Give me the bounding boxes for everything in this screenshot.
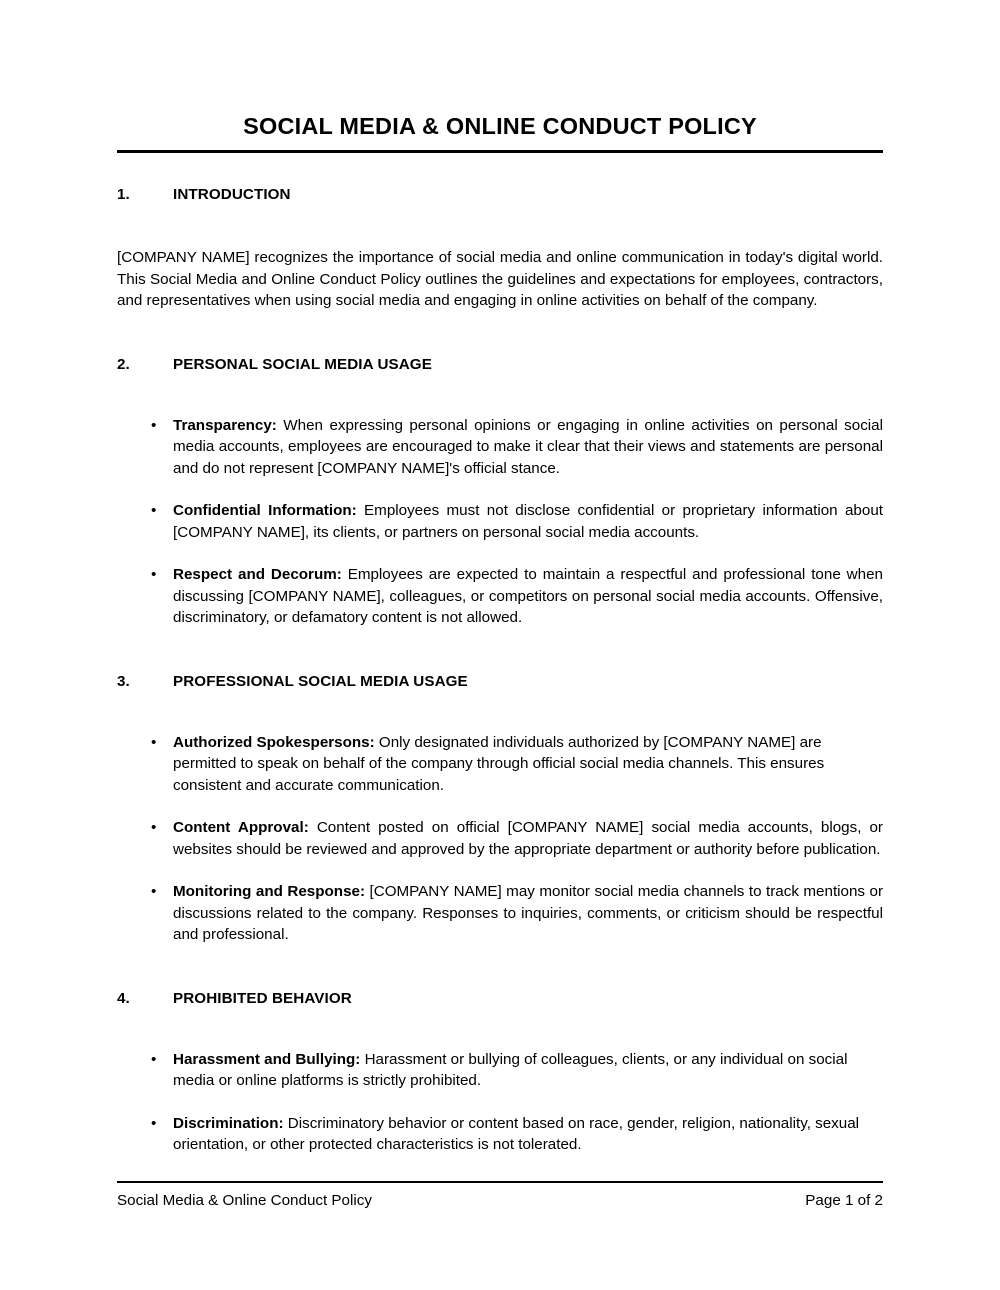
page-footer <box>117 1190 883 1211</box>
list-item-text: Harassment or bullying of colleagues, clients, or any individual on social media or online platforms is strictly prohibited. <box>173 1050 848 1089</box>
list-item-lead: Monitoring and Response: <box>173 883 366 900</box>
list-item-text: Content posted on official [COMPANY NAME] social media accounts, blogs, or websites should be reviewed and approved by the appropriate department or authority before publication. <box>173 819 883 858</box>
title-divider <box>117 150 883 153</box>
section-number: 4. <box>117 989 130 1007</box>
list-item <box>117 732 883 797</box>
section-heading-3 <box>117 673 883 690</box>
list-item-text: Employees must not disclose confidential or proprietary information about [COMPANY NAME], its clients, or partners on personal social media accounts. <box>173 502 883 541</box>
page-title: SOCIAL MEDIA & ONLINE CONDUCT POLICY <box>243 113 757 139</box>
footer-page-number: Page 1 of 2 <box>805 1192 883 1209</box>
list-item-lead: Content Approval: <box>173 819 309 836</box>
bullet-icon: • <box>151 883 157 900</box>
section-4-bullet-list <box>117 1049 883 1156</box>
section-2-bullet-list <box>117 415 883 629</box>
bullet-icon: • <box>151 1114 157 1132</box>
list-item-lead: Transparency: <box>173 416 277 434</box>
list-item <box>117 817 883 860</box>
list-item <box>117 500 883 543</box>
bullet-icon: • <box>151 416 157 434</box>
section-heading-1 <box>117 186 883 203</box>
list-item <box>117 564 883 629</box>
bullet-icon: • <box>151 502 157 519</box>
list-item-lead: Respect and Decorum: <box>173 566 342 583</box>
section-number: 2. <box>117 355 130 373</box>
footer-divider <box>117 1181 883 1183</box>
bullet-icon: • <box>151 733 157 751</box>
list-item <box>117 1113 883 1156</box>
list-item-lead: Confidential Information: <box>173 502 357 519</box>
section-label: PROFESSIONAL SOCIAL MEDIA USAGE <box>173 672 468 690</box>
list-item-lead: Authorized Spokespersons: <box>173 733 375 751</box>
bullet-icon: • <box>151 566 157 583</box>
document-body <box>117 186 883 1156</box>
list-item-text: Discriminatory behavior or content based on race, gender, religion, nationality, sexual orientation, or other protected characteristics is not tolerated. <box>173 1114 860 1153</box>
section-label: PERSONAL SOCIAL MEDIA USAGE <box>173 355 432 373</box>
list-item-text: [COMPANY NAME] may monitor social media channels to track mentions or discussions related to the company. Responses to inquiries, comments, or criticism should be respectful and professional. <box>173 883 883 943</box>
list-item-text: Only designated individuals authorized by [COMPANY NAME] are permitted to speak on behalf of the company through official social media channels. This ensures consistent and accurate communication. <box>173 733 825 794</box>
section-number: 1. <box>117 186 130 203</box>
section-label: PROHIBITED BEHAVIOR <box>173 989 352 1007</box>
list-item <box>117 881 883 946</box>
section-heading-4 <box>117 990 883 1007</box>
list-item <box>117 415 883 480</box>
bullet-icon: • <box>151 1050 157 1068</box>
list-item-text: When expressing personal opinions or engaging in online activities on personal social media accounts, employees are encouraged to make it clear that their views and statements are personal and do not represent [COMPANY NAME]'s official stance. <box>173 416 883 477</box>
list-item-text: Employees are expected to maintain a respectful and professional tone when discussing [COMPANY NAME], colleagues, or competitors on personal social media accounts. Offensive, discriminatory, or defamatory content is not allowed. <box>173 566 883 626</box>
bullet-icon: • <box>151 819 157 836</box>
section-label: INTRODUCTION <box>173 186 291 203</box>
section-number: 3. <box>117 672 130 690</box>
list-item-lead: Harassment and Bullying: <box>173 1050 361 1068</box>
section-heading-2 <box>117 356 883 373</box>
section-1-paragraph: [COMPANY NAME] recognizes the importance of social media and online communication in today's digital world. This Social Media and Online Conduct Policy outlines the guidelines and expectations for employees, contractors, and representatives when using social media and engaging in online activities on behalf of the company. <box>117 249 883 309</box>
footer-document-name: Social Media & Online Conduct Policy <box>117 1192 372 1209</box>
list-item-lead: Discrimination: <box>173 1114 284 1132</box>
section-3-bullet-list <box>117 732 883 946</box>
list-item <box>117 1049 883 1092</box>
